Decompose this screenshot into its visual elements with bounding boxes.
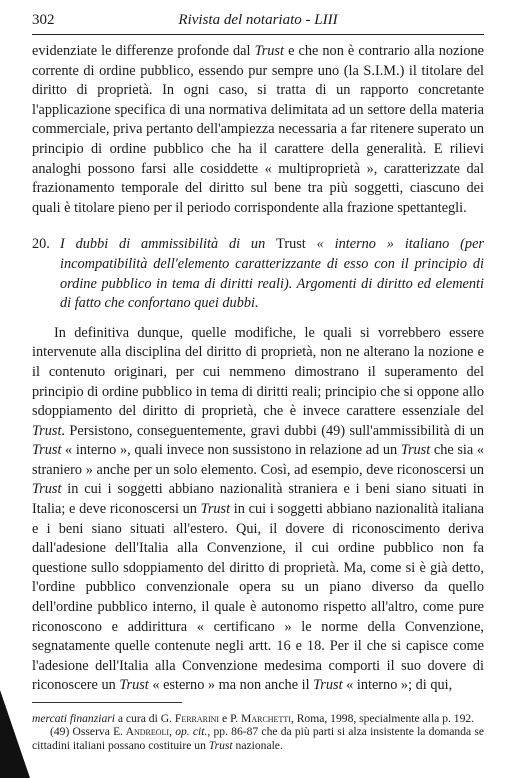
text-run-italic: Trust (32, 481, 62, 498)
paragraph-continued (32, 42, 484, 218)
text-run: « interno », quali invece non sussistono in relazione ad un (61, 442, 401, 459)
footnote-49 (32, 725, 484, 752)
text-run: Osserva (69, 725, 114, 739)
text-run-italic: Trust (200, 501, 231, 518)
text-run: in cui i soggetti abbiano nazionalità straniera e i beni siano situati in Italia; e deve riconoscersi un (32, 481, 484, 518)
running-header (32, 8, 484, 32)
section-title-run: « interno » italiano (per incompatibilità dell'elemento caratterizzante di esso con il principio di ordine pubblico in tema di diritti reali). Argomenti di diritto ed elementi di fatto che confortano quei dubbi. (60, 236, 484, 312)
text-run-italic: Trust (254, 43, 284, 59)
text-run: a cura di (114, 712, 161, 725)
text-run-italic: mercati finanziari (32, 712, 115, 725)
section-title-run: I dubbi di ammissibilità di un (60, 236, 277, 253)
text-run: . Persistono, conseguentemente, gravi dubbi (49) sull'ammissibilità di un (61, 422, 484, 439)
text-run-italic: Trust (119, 677, 149, 694)
section-number: 20. (32, 236, 50, 253)
text-run: e che non è contrario alla nozione corrente di ordine pubblico, essendo pur sempre uno (la S.I.M.) il titolare del diritto di proprietà. In ogni caso, si tratta di un rapporto concretante l'applicazione specifica di una normativa delimitata ad un settore della materia commerciale, priva pertanto dell'ampiezza necessaria a far ritenere superato un principio di ordine pubblico che ha il carattere della generalità. E rilievi analoghi possono farsi alle cosiddette « multiproprietà », caratterizzate dal frazionamento temporale del diritto sul bene tra più soggetti, ciascuno dei quali è titolare pieno per il periodo corrispondente alla frazione spettantegli. (32, 43, 485, 216)
author-name: P. Marchetti (230, 712, 291, 725)
text-run: , pp. 86-87 che da più parti si alza insistente la domanda se cittadini italiani possano costituire un (32, 725, 484, 752)
text-run: evidenziate le differenze profonde dal (32, 43, 255, 59)
running-title: Rivista del notariato - LIII (178, 12, 338, 28)
section-title-roman: Trust (276, 236, 306, 253)
text-run-italic: Trust (400, 442, 431, 459)
text-run: , Roma, 1998, specialmente alla p. 192. (290, 712, 475, 725)
scan-binding-shadow (0, 690, 30, 778)
text-run: « interno »; di qui, (342, 677, 453, 694)
text-run-italic: Trust (313, 677, 343, 694)
text-run-italic: Trust (32, 422, 62, 439)
text-run: in cui i soggetti abbiano nazionalità italiana e i beni siano situati all'estero. Qui, il dovere di riconoscimento deriva dall'adesione dell'Italia alla Convenzione, il cui ordine pubblico non fa questione sullo sdoppiamento del diritto di proprietà. Ma, come si è già detto, l'ordine pubblico convenzionale opera su un piano diverso da quello dell'ordine pubblico interno, il quale è autonomo rispetto all'altro, come pure riconoscono e addirittura « certificano » le norme della Convenzione, segnatamente quelle contenute negli artt. 16 e 18. Per il che si capisce come l'adesione dell'Italia alla Convenzione medesima comporti il suo dovere di riconoscere un (32, 501, 484, 694)
text-run-italic: op. cit. (175, 725, 208, 739)
text-run: In definitiva dunque, quelle modifiche, le quali si vorrebbero essere intervenute alla disciplina del diritto di proprietà, non ne alterano la nozione e il contenuto originari, per cui nemmeno dimostrano il superamento del principio di ordine pubblico in tema di diritti reali; principio che si oppone allo sdoppiamento del diritto di proprietà, che è invece carattere essenziale del (32, 324, 484, 420)
page-number: 302 (32, 12, 55, 28)
paragraph (32, 324, 484, 696)
footnote-rule (32, 702, 182, 703)
header-rule (32, 34, 484, 35)
section-heading (32, 235, 484, 313)
text-run-italic: Trust (32, 442, 62, 459)
author-name: E. Andreoli (113, 725, 170, 739)
text-run: , (169, 725, 176, 739)
text-run: « esterno » ma non anche il (148, 677, 314, 694)
text-run: e (219, 712, 231, 725)
author-name: G. Ferrarini (160, 712, 220, 725)
text-run: che sia « straniero » anche per un solo elemento. Così, ad esempio, deve riconoscersi un (32, 442, 485, 478)
text-run: nazionale. (232, 738, 283, 752)
text-run-italic: Trust (208, 738, 233, 752)
page-body (32, 42, 484, 696)
footnote-number: (49) (50, 725, 70, 739)
footnotes (32, 712, 484, 752)
footnote-continued (32, 712, 484, 725)
